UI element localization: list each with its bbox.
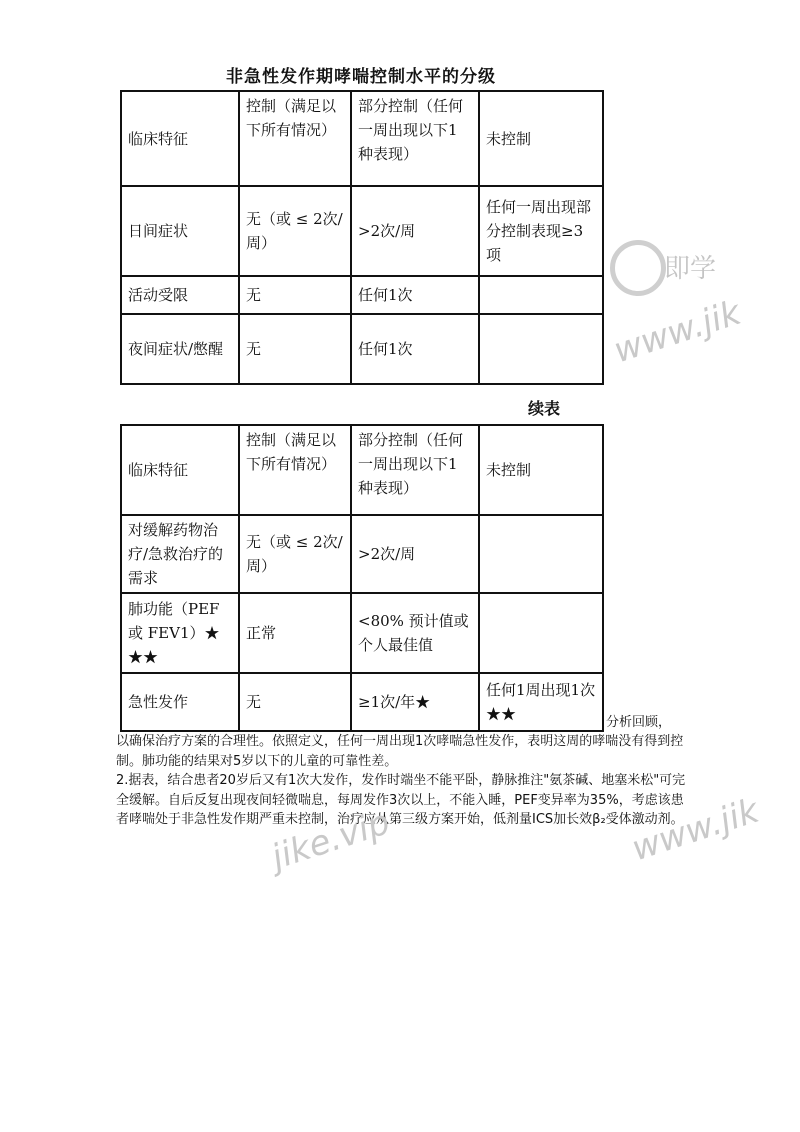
table-cell: 任何1次 [351, 314, 479, 384]
analysis-text [116, 732, 696, 830]
table-row [121, 314, 603, 384]
header-cell: 控制（满足以下所有情况） [239, 91, 351, 186]
watermark-text: www.jik [627, 790, 764, 870]
table-cell: 对缓解药物治疗/急救治疗的需求 [121, 515, 239, 593]
table-cell: >2次/周 [351, 186, 479, 276]
header-cell: 部分控制（任何一周出现以下1种表现） [351, 91, 479, 186]
table-cell: 无 [239, 314, 351, 384]
table-cell: 正常 [239, 593, 351, 673]
table-cell: <80% 预计值或个人最佳值 [351, 593, 479, 673]
table-header-row [121, 425, 603, 515]
header-cell: 未控制 [479, 91, 603, 186]
table-cell: 夜间症状/憋醒 [121, 314, 239, 384]
header-cell: 临床特征 [121, 91, 239, 186]
table-cell: ≥1次/年★ [351, 673, 479, 731]
watermark-logo-icon [610, 240, 666, 296]
table-cell: >2次/周 [351, 515, 479, 593]
table-row [121, 593, 603, 673]
table-cell: 任何1周出现1次★★ [479, 673, 603, 731]
table-cell: 活动受限 [121, 276, 239, 314]
table-row [121, 515, 603, 593]
header-cell: 部分控制（任何一周出现以下1种表现） [351, 425, 479, 515]
continued-label: 续表 [528, 399, 561, 418]
watermark-text: 即学 [664, 254, 717, 284]
table-cell: 肺功能（PEF或 FEV1）★★★ [121, 593, 239, 673]
table-cell: 无 [239, 673, 351, 731]
table-cell: 任何一周出现部分控制表现≥3项 [479, 186, 603, 276]
paragraph: 2.据表，结合患者20岁后又有1次大发作，发作时端坐不能平卧，静脉推注"氨茶碱、地塞米松"可完全缓解。自后反复出现夜间轻微喘息，每周发作3次以上，不能入睡，PEF变异率为35%，考虑该患者哮喘处于非急性发作期严重未控制，治疗应从第三级方案开始，低剂量ICS加长效β₂受体激动剂。 [116, 773, 686, 827]
table-cell [479, 515, 603, 593]
table-cell: 任何1次 [351, 276, 479, 314]
table-cell [479, 593, 603, 673]
header-cell: 控制（满足以下所有情况） [239, 425, 351, 515]
table-header-row [121, 91, 603, 186]
header-cell: 未控制 [479, 425, 603, 515]
table-cell: 无 [239, 276, 351, 314]
control-level-table [120, 90, 604, 385]
table-cell: 无（或 ≤ 2次/周） [239, 515, 351, 593]
table-cell [479, 314, 603, 384]
table-cell: 无（或 ≤ 2次/周） [239, 186, 351, 276]
table-row [121, 186, 603, 276]
trailing-text-fragment: 分析回顾， [606, 715, 672, 730]
table-cell: 日间症状 [121, 186, 239, 276]
header-cell: 临床特征 [121, 425, 239, 515]
control-level-table-continued [120, 424, 604, 732]
table-row [121, 673, 603, 731]
paragraph: 以确保治疗方案的合理性。依照定义，任何一周出现1次哮喘急性发作，表明这周的哮喘没有得到控制。肺功能的结果对5岁以下的儿童的可靠性差。 [116, 734, 684, 769]
table-row [121, 276, 603, 314]
table-title: 非急性发作期哮喘控制水平的分级 [226, 67, 496, 87]
watermark-text: www.jik [609, 292, 746, 372]
watermark-text: jike.vip [266, 802, 395, 878]
table-cell [479, 276, 603, 314]
table-cell: 急性发作 [121, 673, 239, 731]
